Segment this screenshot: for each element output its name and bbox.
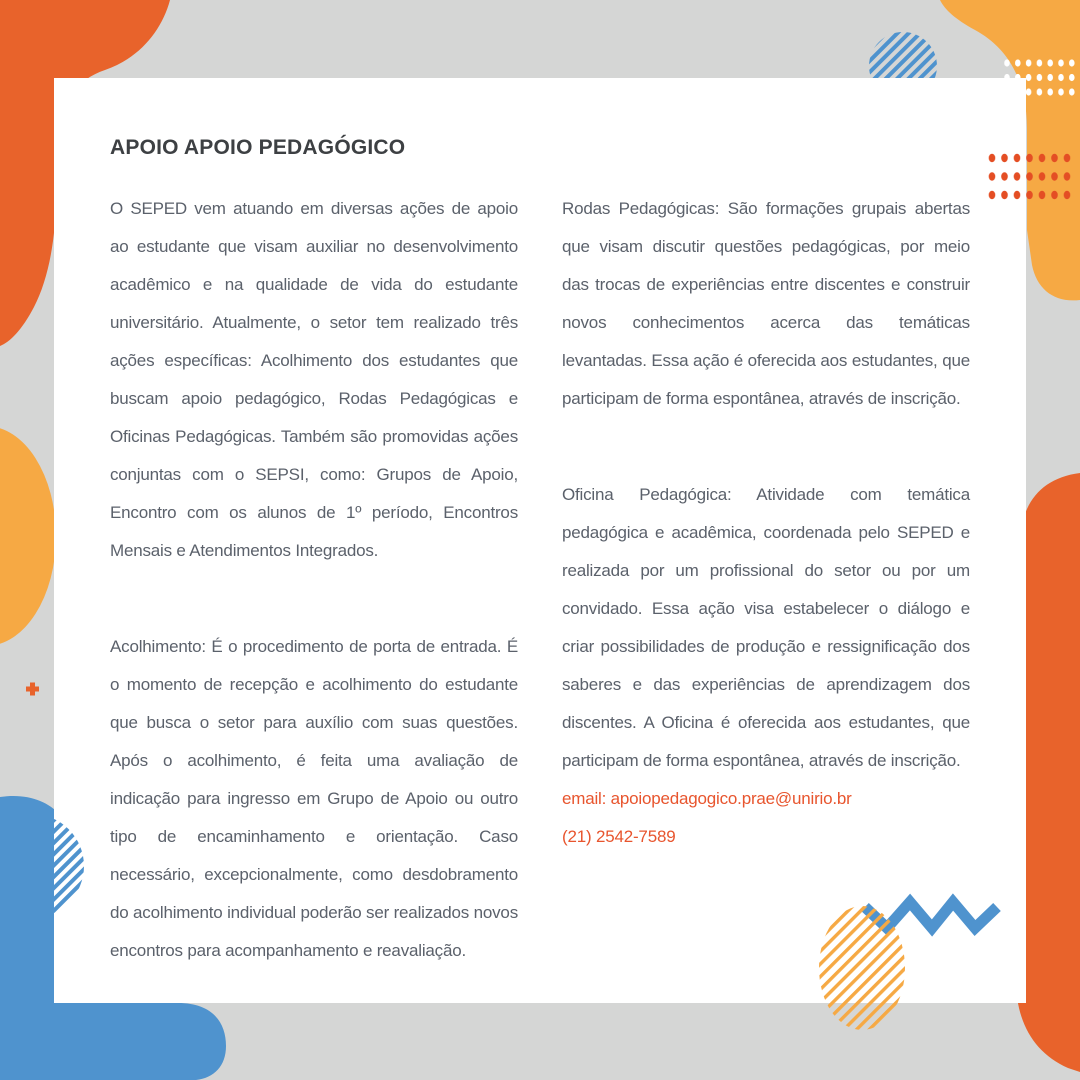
paragraph-acolhimento: Acolhimento: É o procedimento de porta de entrada. É o momento de recepção e acolhimento do estudante que busca o setor para auxílio com suas questões. Após o acolhimento, é feita uma avaliação de indicação para ingresso em Grupo de Apoio ou outro tipo de encaminhamento e orientação. Caso necessário, excepcionalmente, como desdobramento do acolhimento individual poderão ser realizados novos encontros para acompanhamento e reavaliação.	[110, 637, 518, 960]
left-column	[110, 190, 518, 1028]
paragraph-oficina-pedagogica: Oficina Pedagógica: Atividade com temática pedagógica e acadêmica, coordenada pelo SEPED e realizada por um profissional do setor ou por um convidado. Essa ação visa estabelecer o diálogo e criar possibilidades de produção e ressignificação dos saberes e das experiências de aprendizagem dos discentes. A Oficina é oferecida aos estudantes, que participam de forma espontânea, através de inscrição.	[562, 485, 970, 770]
right-column	[562, 190, 970, 1028]
content-card	[54, 78, 1026, 1003]
contact-email: email: apoiopedagogico.prae@unirio.br	[562, 789, 852, 808]
page-title: APOIO APOIO PEDAGÓGICO	[110, 136, 406, 159]
paragraph-rodas-pedagogicas: Rodas Pedagógicas: São formações grupais abertas que visam discutir questões pedagógicas, por meio das trocas de experiências entre discentes e construir novos conhecimentos acerca das temáticas levantadas. Essa ação é oferecida aos estudantes, que participam de forma espontânea, através de inscrição.	[562, 199, 970, 408]
yellow-half-ellipse-left	[0, 426, 56, 646]
paragraph-seped-intro: O SEPED vem atuando em diversas ações de apoio ao estudante que visam auxiliar no desenvolvimento acadêmico e na qualidade de vida do estudante universitário. Atualmente, o setor tem realizado três ações específicas: Acolhimento dos estudantes que buscam apoio pedagógico, Rodas Pedagógicas e Oficinas Pedagógicas. Também são promovidas ações conjuntas com o SEPSI, como: Grupos de Apoio, Encontro com os alunos de 1º período, Encontros Mensais e Atendimentos Integrados.	[110, 199, 518, 560]
contact-phone: (21) 2542-7589	[562, 827, 676, 846]
two-column-layout	[110, 190, 970, 1028]
